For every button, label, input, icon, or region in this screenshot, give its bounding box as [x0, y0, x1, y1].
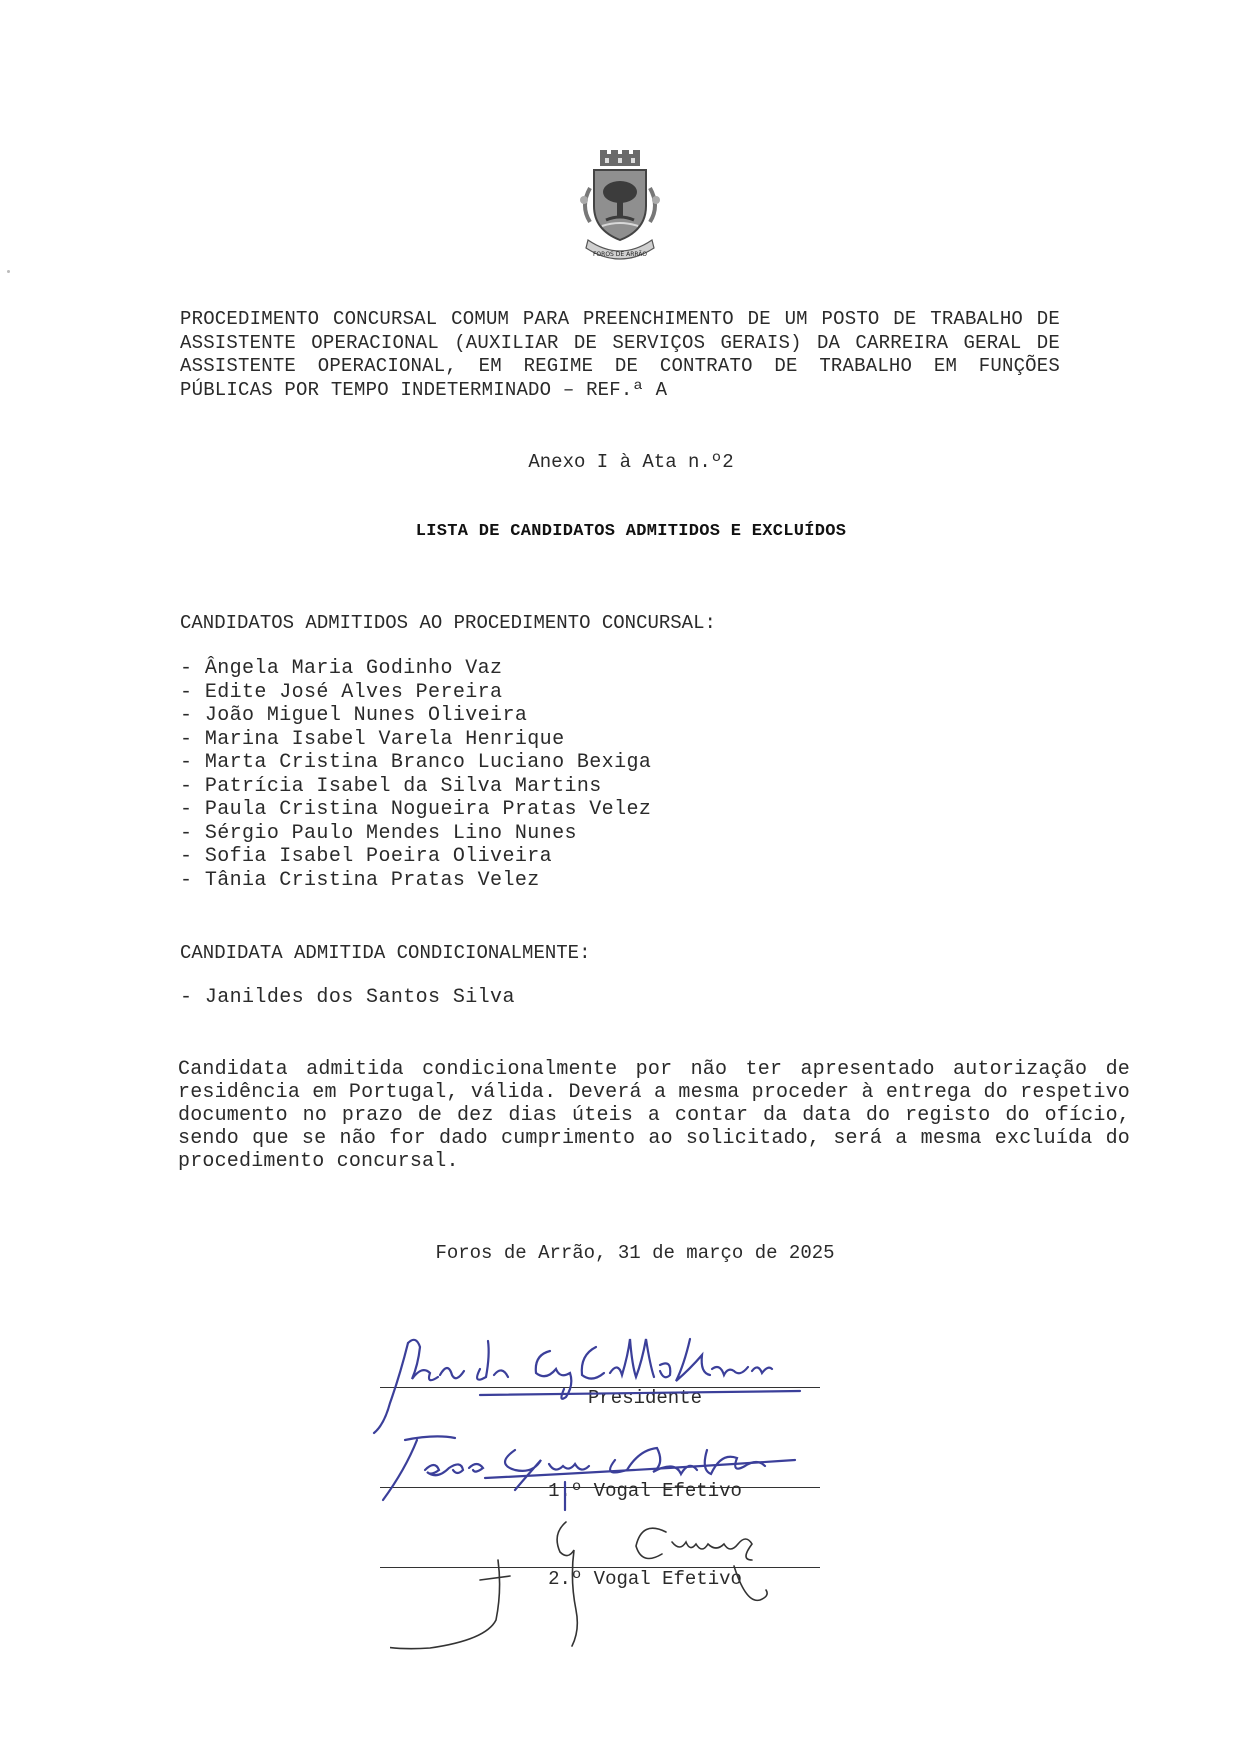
list-item: - Marta Cristina Branco Luciano Bexiga: [180, 751, 651, 775]
list-item: - Sérgio Paulo Mendes Lino Nunes: [180, 822, 651, 846]
conditional-admission-note: Candidata admitida condicionalmente por não ter apresentado autorização de residência em Portugal, válida. Deverá a mesma proceder à entrega do respetivo documento no prazo de dez dias úteis a contar da data do registo do ofício, sendo que se não for dado cumprimento ao solicitado, será a mesma excluída do procedimento concursal.: [178, 1058, 1130, 1173]
list-item: - Paula Cristina Nogueira Pratas Velez: [180, 798, 651, 822]
place-and-date: Foros de Arrão, 31 de março de 2025: [435, 1242, 835, 1264]
signatory-role-first-member: 1.º Vogal Efetivo: [548, 1480, 742, 1502]
admitted-candidates-list: [180, 657, 651, 892]
president-signature-icon: [360, 1325, 860, 1435]
signatory-role-president: Presidente: [587, 1387, 703, 1409]
list-item: - Sofia Isabel Poeira Oliveira: [180, 845, 651, 869]
list-item: - João Miguel Nunes Oliveira: [180, 704, 651, 728]
conditional-section-title: CANDIDATA ADMITIDA CONDICIONALMENTE:: [180, 942, 591, 964]
first-member-signature-icon: [365, 1430, 865, 1520]
list-item: - Patrícia Isabel da Silva Martins: [180, 775, 651, 799]
svg-text:FOROS DE ARRÃO: FOROS DE ARRÃO: [592, 251, 648, 258]
list-item: - Edite José Alves Pereira: [180, 681, 651, 705]
list-item: - Marina Isabel Varela Henrique: [180, 728, 651, 752]
conditional-candidates-list: [180, 986, 515, 1010]
signatory-role-second-member: 2.º Vogal Efetivo: [548, 1568, 742, 1590]
list-item: - Tânia Cristina Pratas Velez: [180, 869, 651, 893]
municipal-crest-icon: [570, 148, 670, 266]
scan-speck: [7, 270, 10, 273]
list-item: - Ângela Maria Godinho Vaz: [180, 657, 651, 681]
procedure-heading: PROCEDIMENTO CONCURSAL COMUM PARA PREENCHIMENTO DE UM POSTO DE TRABALHO DE ASSISTENTE OPERACIONAL (AUXILIAR DE SERVIÇOS GERAIS) DA CARREIRA GERAL DE ASSISTENTE OPERACIONAL, EM REGIME DE CONTRATO DE TRABALHO EM FUNÇÕES PÚBLICAS POR TEMPO INDETERMINADO – REF.ª A: [180, 308, 1060, 401]
list-item: - Janildes dos Santos Silva: [180, 986, 515, 1010]
list-title: LISTA DE CANDIDATOS ADMITIDOS E EXCLUÍDOS: [415, 522, 847, 541]
annex-reference: Anexo I à Ata n.º2: [528, 451, 734, 473]
admitted-section-title: CANDIDATOS ADMITIDOS AO PROCEDIMENTO CONCURSAL:: [180, 612, 716, 634]
